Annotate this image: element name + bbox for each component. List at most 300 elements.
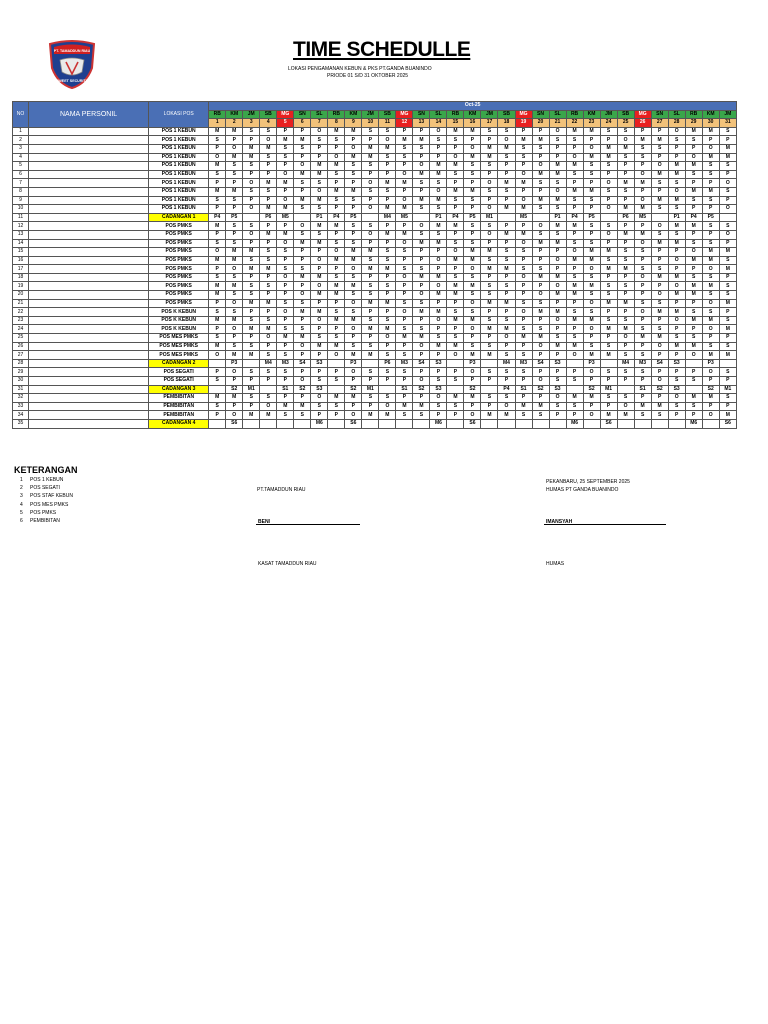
keterangan-item-no: 3 (20, 493, 23, 500)
shift-cell: S (328, 239, 345, 248)
day-name-31: JM (719, 110, 736, 119)
header-lokasi-pos: LOKASI POS (149, 102, 209, 128)
shift-cell: P (260, 170, 277, 179)
shift-cell: P (311, 153, 328, 162)
shift-cell: P (617, 273, 634, 282)
row-name (29, 377, 149, 386)
shift-cell: P5 (702, 213, 719, 222)
shift-cell: P (498, 308, 515, 317)
shift-cell: P (209, 230, 226, 239)
shift-cell (447, 359, 464, 368)
table-row (13, 265, 737, 274)
shift-cell: P (532, 248, 549, 257)
shift-cell: M (379, 299, 396, 308)
shift-cell (396, 419, 413, 428)
shift-cell: P (362, 377, 379, 386)
keterangan-item-text: POS 1 KEBUN (30, 477, 64, 483)
shift-cell (413, 419, 430, 428)
shift-cell (498, 213, 515, 222)
shift-cell: S2 (226, 385, 243, 394)
shift-cell: O (243, 230, 260, 239)
day-name-20: SN (532, 110, 549, 119)
shift-cell: S (498, 316, 515, 325)
shift-cell: S (566, 136, 583, 145)
shift-cell: P (651, 282, 668, 291)
shift-cell: S (651, 230, 668, 239)
shift-cell: S (634, 325, 651, 334)
shift-cell: S (464, 170, 481, 179)
shift-cell: S (362, 316, 379, 325)
shift-cell: M (481, 153, 498, 162)
shift-cell: S (685, 377, 702, 386)
shift-cell: M (702, 316, 719, 325)
shift-cell (549, 419, 566, 428)
shift-cell: S (515, 248, 532, 257)
shift-cell: S (685, 196, 702, 205)
shift-cell: M (328, 222, 345, 231)
shift-cell (243, 359, 260, 368)
shift-cell: O (362, 205, 379, 214)
shift-cell: P3 (702, 359, 719, 368)
shift-cell: O (243, 179, 260, 188)
shift-cell: P (226, 179, 243, 188)
shift-cell: S (600, 222, 617, 231)
row-lokasi: CADANGAN 1 (149, 213, 209, 222)
shift-cell: M (294, 196, 311, 205)
shift-cell: M4 (498, 359, 515, 368)
shift-cell: P (719, 196, 736, 205)
shift-cell: P (549, 351, 566, 360)
shift-cell: S (651, 205, 668, 214)
shift-cell: M (668, 170, 685, 179)
shift-cell: M (362, 265, 379, 274)
shift-cell: M1 (600, 385, 617, 394)
shift-cell: P (362, 334, 379, 343)
shift-cell: M (719, 144, 736, 153)
shift-cell: M (702, 127, 719, 136)
shift-cell: M5 (634, 213, 651, 222)
shift-cell: S (498, 187, 515, 196)
shift-cell: S (328, 170, 345, 179)
shift-cell: M (260, 205, 277, 214)
shift-cell: S (583, 239, 600, 248)
shift-cell: P (260, 239, 277, 248)
row-name (29, 419, 149, 428)
shift-cell (362, 419, 379, 428)
shift-cell: M (515, 205, 532, 214)
shift-cell: S (260, 153, 277, 162)
shift-cell: O (600, 205, 617, 214)
shift-cell (566, 385, 583, 394)
row-lokasi: POS SEGATI (149, 368, 209, 377)
shift-cell: M (464, 282, 481, 291)
shift-cell: P (447, 299, 464, 308)
shift-cell: M (209, 282, 226, 291)
date-12: 12 (396, 119, 413, 128)
shift-cell: P (413, 316, 430, 325)
shift-cell: O (396, 273, 413, 282)
shift-cell: S (719, 187, 736, 196)
shift-cell: S (566, 170, 583, 179)
shift-cell: M (294, 239, 311, 248)
shift-cell: M (481, 325, 498, 334)
shift-cell: M (651, 136, 668, 145)
shift-cell (328, 359, 345, 368)
shift-cell: P (243, 377, 260, 386)
shift-cell: M (243, 265, 260, 274)
row-lokasi: POS PMKS (149, 222, 209, 231)
shift-cell: P (396, 342, 413, 351)
shift-cell: S (532, 179, 549, 188)
table-row (13, 385, 737, 394)
shift-cell: S (600, 127, 617, 136)
shift-cell (209, 385, 226, 394)
date-3: 3 (243, 119, 260, 128)
shift-cell: S (226, 222, 243, 231)
shift-cell: M (277, 402, 294, 411)
shift-cell: P (260, 162, 277, 171)
day-name-24: JM (600, 110, 617, 119)
shift-cell: O (328, 351, 345, 360)
shift-cell: P (515, 127, 532, 136)
shift-cell: M (464, 187, 481, 196)
shift-cell: P (566, 205, 583, 214)
shift-cell: S (702, 222, 719, 231)
shift-cell: S (464, 273, 481, 282)
shift-cell: M (617, 265, 634, 274)
shift-cell: P (617, 170, 634, 179)
shift-cell: O (226, 411, 243, 420)
shift-cell: P (566, 299, 583, 308)
shift-cell: M (447, 162, 464, 171)
shift-cell: S (481, 291, 498, 300)
shift-cell: O (345, 299, 362, 308)
shift-cell: S (430, 402, 447, 411)
shift-cell: O (702, 144, 719, 153)
shift-cell: P (345, 136, 362, 145)
shift-cell: O (617, 334, 634, 343)
keterangan-item-no: 6 (20, 518, 23, 524)
shift-cell: P (668, 265, 685, 274)
shift-cell: P (396, 282, 413, 291)
shift-cell: P4 (447, 213, 464, 222)
shift-cell: P (668, 299, 685, 308)
shift-cell: P (481, 334, 498, 343)
shift-cell: M (566, 162, 583, 171)
shift-cell: M (668, 162, 685, 171)
shift-cell: S2 (651, 385, 668, 394)
shift-cell: S (668, 230, 685, 239)
shift-cell: S (294, 144, 311, 153)
shift-cell: P (515, 187, 532, 196)
day-name-3: JM (243, 110, 260, 119)
shift-cell: S (209, 402, 226, 411)
shift-cell: P (532, 127, 549, 136)
shift-cell: S (515, 325, 532, 334)
shift-cell: M (498, 299, 515, 308)
shift-cell: S (396, 153, 413, 162)
shift-cell: P5 (345, 213, 362, 222)
shift-cell: P (668, 153, 685, 162)
shift-cell: M (532, 170, 549, 179)
shift-cell: P (515, 256, 532, 265)
shift-cell: S (260, 187, 277, 196)
shift-cell: P (209, 179, 226, 188)
shift-cell (294, 419, 311, 428)
shift-cell: M (345, 153, 362, 162)
shift-cell: M (345, 394, 362, 403)
shift-cell (328, 385, 345, 394)
shift-cell: M (668, 222, 685, 231)
shift-cell: S (464, 239, 481, 248)
shift-cell: S (243, 222, 260, 231)
shift-cell: O (413, 291, 430, 300)
day-name-28: SL (668, 110, 685, 119)
shift-cell: M (719, 248, 736, 257)
shift-cell: S (226, 308, 243, 317)
shift-cell: S (498, 394, 515, 403)
shift-cell: O (260, 136, 277, 145)
shift-cell: S (702, 308, 719, 317)
shift-cell: M (719, 351, 736, 360)
shift-cell: P (481, 308, 498, 317)
shift-cell: O (600, 230, 617, 239)
shift-cell: S (226, 239, 243, 248)
shift-cell: M (549, 196, 566, 205)
row-lokasi: CADANGAN 3 (149, 385, 209, 394)
shift-cell: P (379, 162, 396, 171)
shift-cell: P (566, 265, 583, 274)
shift-cell: S (243, 187, 260, 196)
shift-cell: S (260, 256, 277, 265)
shift-cell: O (515, 239, 532, 248)
keterangan-item-text: POS MES PMKS (30, 501, 69, 508)
shift-cell: S (379, 394, 396, 403)
row-lokasi: POS 1 KEBUN (149, 144, 209, 153)
shift-cell: P (447, 144, 464, 153)
shift-cell: M3 (634, 359, 651, 368)
table-row (13, 308, 737, 317)
date-17: 17 (481, 119, 498, 128)
shift-cell: M (277, 334, 294, 343)
shift-cell: P (209, 299, 226, 308)
shift-cell (583, 419, 600, 428)
shift-cell: S (617, 394, 634, 403)
row-no: 9 (13, 196, 29, 205)
shift-cell: P (634, 162, 651, 171)
shift-cell: O (566, 248, 583, 257)
day-name-4: SB (260, 110, 277, 119)
shift-cell: P (549, 368, 566, 377)
shift-cell: P (549, 265, 566, 274)
date-7: 7 (311, 119, 328, 128)
day-name-11: SB (379, 110, 396, 119)
shift-cell (600, 213, 617, 222)
shift-cell: P (532, 394, 549, 403)
shift-cell: S (498, 153, 515, 162)
shift-cell: M (345, 351, 362, 360)
shift-cell: O (260, 334, 277, 343)
shift-cell: M (549, 308, 566, 317)
shift-cell: S3 (311, 385, 328, 394)
row-name (29, 359, 149, 368)
keterangan-item (20, 493, 73, 499)
day-name-5: MG (277, 110, 294, 119)
shift-cell: S1 (515, 385, 532, 394)
table-row (13, 351, 737, 360)
shift-cell: S (311, 205, 328, 214)
shift-cell (328, 419, 345, 428)
table-row (13, 127, 737, 136)
shift-cell: S (277, 153, 294, 162)
shift-cell: P (413, 368, 430, 377)
table-row (13, 239, 737, 248)
shift-cell: P (430, 144, 447, 153)
row-lokasi: POS K KEBUN (149, 308, 209, 317)
shift-cell: M (464, 248, 481, 257)
shift-cell: S (396, 411, 413, 420)
shift-cell: M (634, 179, 651, 188)
shift-cell: O (481, 179, 498, 188)
shift-cell: M (226, 351, 243, 360)
shift-cell: S (634, 144, 651, 153)
shift-cell: S (549, 136, 566, 145)
shift-cell: S (464, 308, 481, 317)
shift-cell: S (260, 394, 277, 403)
shift-cell: M (515, 230, 532, 239)
shift-cell: M (430, 162, 447, 171)
shift-cell: S (362, 368, 379, 377)
row-no: 16 (13, 256, 29, 265)
shift-cell: S (294, 179, 311, 188)
shift-cell: S (498, 282, 515, 291)
row-name (29, 205, 149, 214)
shift-cell: O (226, 299, 243, 308)
date-26: 26 (634, 119, 651, 128)
shift-cell: S (447, 170, 464, 179)
keterangan-title: KETERANGAN (14, 465, 78, 475)
shift-cell: P (617, 162, 634, 171)
shift-cell: P (345, 179, 362, 188)
shift-cell: S (532, 205, 549, 214)
table-row (13, 334, 737, 343)
shift-cell: S (617, 316, 634, 325)
row-no: 19 (13, 282, 29, 291)
shift-cell: P (617, 291, 634, 300)
shift-cell: M6 (566, 419, 583, 428)
shift-cell: P3 (583, 359, 600, 368)
shift-cell: M (243, 248, 260, 257)
shift-cell: M (702, 256, 719, 265)
shift-cell: M (685, 162, 702, 171)
shift-cell (481, 419, 498, 428)
shift-cell: O (447, 248, 464, 257)
shift-cell: S (600, 342, 617, 351)
day-name-14: SL (430, 110, 447, 119)
shift-cell: M (600, 144, 617, 153)
shift-cell: M (447, 291, 464, 300)
shift-cell: P (209, 325, 226, 334)
day-name-19: MG (515, 110, 532, 119)
row-name (29, 394, 149, 403)
shift-cell: S (413, 230, 430, 239)
shift-cell: S (719, 127, 736, 136)
shift-cell: P (583, 230, 600, 239)
row-lokasi: POS 1 KEBUN (149, 205, 209, 214)
shift-cell: M (294, 334, 311, 343)
shift-cell: S (277, 265, 294, 274)
date-31: 31 (719, 119, 736, 128)
shift-cell: S (447, 196, 464, 205)
row-name (29, 316, 149, 325)
row-lokasi: PEMBIBITAN (149, 411, 209, 420)
row-no: 12 (13, 222, 29, 231)
shift-cell: P (277, 394, 294, 403)
shift-cell: O (464, 368, 481, 377)
shift-cell: O (447, 153, 464, 162)
shift-cell: S (260, 368, 277, 377)
shift-cell: O (634, 308, 651, 317)
shift-cell: M (413, 273, 430, 282)
shift-cell: P (277, 377, 294, 386)
shift-cell: O (413, 377, 430, 386)
shift-cell: S (396, 368, 413, 377)
shift-cell (379, 385, 396, 394)
shift-cell: O (532, 342, 549, 351)
shift-cell: S (685, 273, 702, 282)
shift-cell: P (566, 230, 583, 239)
shift-cell: M (719, 153, 736, 162)
shift-cell: P (464, 179, 481, 188)
day-name-18: SB (498, 110, 515, 119)
shift-cell: P (379, 222, 396, 231)
date-28: 28 (668, 119, 685, 128)
shift-cell: M (600, 325, 617, 334)
shift-cell: P (209, 144, 226, 153)
shift-cell: M4 (379, 213, 396, 222)
right-organization: HUMAS PT GANDA BUANINDO (546, 487, 619, 493)
shift-cell: P (243, 402, 260, 411)
shift-cell: S (277, 144, 294, 153)
shift-cell: P (396, 394, 413, 403)
shift-cell: S (413, 299, 430, 308)
keterangan-item (20, 477, 63, 483)
day-name-22: RB (566, 110, 583, 119)
shift-cell (481, 385, 498, 394)
shift-cell: O (566, 153, 583, 162)
shift-cell: S3 (668, 359, 685, 368)
shift-cell: P (600, 196, 617, 205)
row-name (29, 230, 149, 239)
shift-cell: M (566, 187, 583, 196)
shift-cell: M (226, 316, 243, 325)
shift-cell: P1 (311, 213, 328, 222)
shift-cell: P (685, 205, 702, 214)
shift-cell: M (515, 136, 532, 145)
shift-cell: P (447, 411, 464, 420)
shift-cell: S (328, 402, 345, 411)
shift-cell: S (379, 153, 396, 162)
shift-cell: P (634, 282, 651, 291)
shift-cell: O (311, 256, 328, 265)
shift-cell: S (566, 377, 583, 386)
shift-cell: P (719, 239, 736, 248)
shift-cell: S (464, 342, 481, 351)
shift-cell: M (226, 153, 243, 162)
shift-cell: S (311, 377, 328, 386)
date-14: 14 (430, 119, 447, 128)
shift-cell: M (566, 256, 583, 265)
